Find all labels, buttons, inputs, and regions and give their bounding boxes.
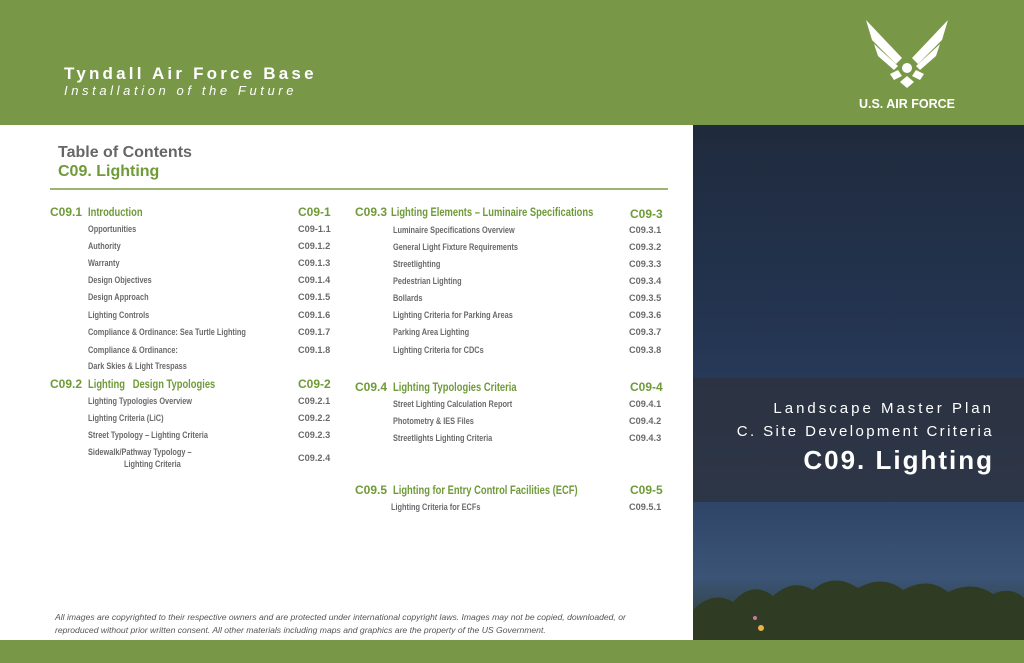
toc-item[interactable]: Design Approach [88, 292, 149, 302]
toc-item[interactable]: Lighting Controls [88, 310, 150, 320]
section-page: C09-1 [298, 205, 331, 219]
cover-line-1: Landscape Master Plan [773, 400, 994, 417]
toc-item-page: C09.4.2 [629, 416, 662, 426]
toc-item[interactable]: Lighting Criteria (LiC) [88, 413, 164, 423]
toc-title: Table of Contents [58, 144, 192, 161]
toc-item[interactable]: Lighting Criteria [124, 459, 181, 469]
section-title[interactable]: Introduction [88, 205, 143, 219]
toc-item-page: C09.2.2 [298, 413, 331, 423]
site-subtitle: Installation of the Future [64, 83, 298, 98]
toc-item[interactable]: Warranty [88, 258, 120, 268]
toc-item[interactable]: Compliance & Ordinance: [88, 345, 178, 355]
toc-item[interactable]: Dark Skies & Light Trespass [88, 361, 187, 371]
toc-item[interactable]: Pedestrian Lighting [393, 276, 462, 286]
toc-item[interactable]: Sidewalk/Pathway Typology – [88, 447, 192, 457]
toc-item-page: C09.3.3 [629, 259, 662, 269]
toc-item-page: C09.1.6 [298, 310, 331, 320]
toc-item-page: C09.4.3 [629, 433, 662, 443]
section-title[interactable]: Lighting Typologies Criteria [393, 380, 517, 394]
toc-item[interactable]: Lighting Criteria for ECFs [391, 502, 481, 512]
toc-item[interactable]: Authority [88, 241, 121, 251]
tree-line-image [693, 560, 1024, 640]
toc-item-page: C09.3.6 [629, 310, 662, 320]
cover-line-3: C09. Lighting [803, 445, 994, 475]
section-page: C09-2 [298, 377, 331, 391]
toc-item-page: C09.3.8 [629, 345, 662, 355]
toc-item-page: C09.4.1 [629, 399, 662, 409]
footer-bar [0, 640, 1024, 663]
section-title[interactable]: Lighting for Entry Control Facilities (ECF) [393, 483, 578, 497]
cover-line-2: C. Site Development Criteria [736, 423, 994, 440]
section-page: C09-3 [630, 207, 663, 221]
toc-item[interactable]: Streetlighting [393, 259, 441, 269]
toc-item-page: C09.2.1 [298, 396, 331, 406]
toc-item[interactable]: Lighting Criteria for Parking Areas [393, 310, 513, 320]
toc-item[interactable]: Compliance & Ordinance: Sea Turtle Lighting [88, 327, 246, 337]
toc-item[interactable]: Design Objectives [88, 275, 152, 285]
toc-item-page: C09.2.4 [298, 453, 331, 463]
toc-item-page: C09.2.3 [298, 430, 331, 440]
section-page: C09-5 [630, 483, 663, 497]
toc-item[interactable]: Streetlights Lighting Criteria [393, 433, 493, 443]
toc-item[interactable]: Lighting Typologies Overview [88, 396, 193, 406]
section-page: C09-4 [630, 380, 663, 394]
toc-item[interactable]: Parking Area Lighting [393, 327, 470, 337]
toc-item-page: C09.1.2 [298, 241, 331, 251]
section-title[interactable]: Lighting Design Typologies [88, 377, 216, 391]
section-number[interactable]: C09.1 [50, 205, 83, 219]
toc-item[interactable]: Luminaire Specifications Overview [393, 225, 515, 235]
toc-item-page: C09.3.5 [629, 293, 662, 303]
section-number[interactable]: C09.4 [355, 380, 388, 394]
toc-item-page: C09.1.3 [298, 258, 331, 268]
toc-item-page: C09.3.7 [629, 327, 662, 337]
toc-item[interactable]: Bollards [393, 293, 423, 303]
copyright-notice: All images are copyrighted to their respective owners and are protected under international copyright laws. Images may not be copied, downloaded, or reproduced without prior written consent. All other materials including maps and graphics are the property of the US Government. [55, 612, 626, 635]
site-title: Tyndall Air Force Base [64, 64, 317, 83]
toc-item[interactable]: Photometry & IES Files [393, 416, 474, 426]
header-banner [0, 0, 1024, 125]
section-number[interactable]: C09.5 [355, 483, 388, 497]
air-force-logo [852, 18, 962, 111]
toc-item-page: C09.3.4 [629, 276, 662, 286]
toc-item[interactable]: Lighting Criteria for CDCs [393, 345, 484, 355]
toc-item[interactable]: Street Typology – Lighting Criteria [88, 430, 208, 440]
toc-item-page: C09.1.8 [298, 345, 331, 355]
toc-chapter: C09. Lighting [58, 163, 160, 180]
section-number[interactable]: C09.3 [355, 205, 388, 219]
logo-text: U.S. AIR FORCE [858, 97, 956, 111]
toc-item[interactable]: Street Lighting Calculation Report [393, 399, 513, 409]
section-number[interactable]: C09.2 [50, 377, 83, 391]
toc-item-page: C09.1.4 [298, 275, 331, 285]
toc-item-page: C09.5.1 [629, 502, 662, 512]
toc-item-page: C09.1.5 [298, 292, 331, 302]
cover-photo [693, 125, 1024, 640]
toc-item-page: C09.3.2 [629, 242, 662, 252]
toc-item[interactable]: General Light Fixture Requirements [393, 242, 518, 252]
section-title[interactable]: Lighting Elements – Luminaire Specifications [391, 205, 594, 219]
toc-item-page: C09-1.1 [298, 224, 331, 234]
title-band [693, 378, 1024, 502]
air-force-wings-icon [862, 18, 952, 90]
toc-item-page: C09.3.1 [629, 225, 662, 235]
divider [50, 188, 668, 190]
toc-item-page: C09.1.7 [298, 327, 331, 337]
toc-item[interactable]: Opportunities [88, 224, 137, 234]
